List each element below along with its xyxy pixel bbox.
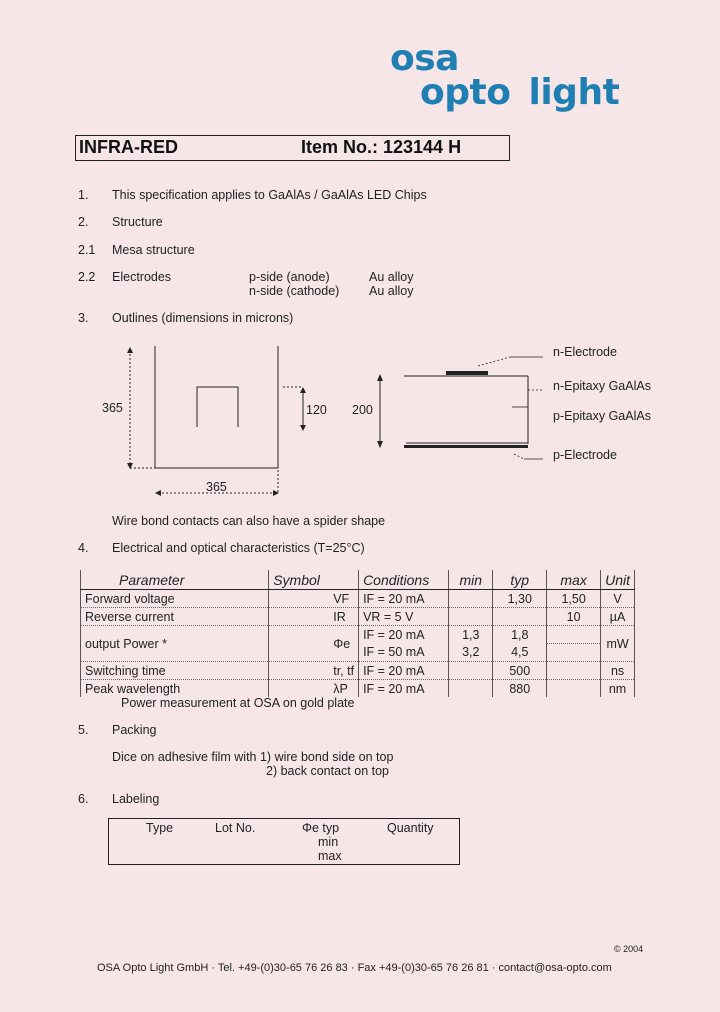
section-4-number: 4. xyxy=(78,541,89,555)
power-note: Power measurement at OSA on gold plate xyxy=(121,696,355,710)
p-epitaxy-label: p-Epitaxy GaAlAs xyxy=(553,409,651,423)
table-row: IF = 50 mA 3,2 4,5 xyxy=(81,644,635,662)
n-side-material: Au alloy xyxy=(369,284,414,298)
table-row: Peak wavelength λP IF = 20 mA 880 nm xyxy=(81,680,635,698)
table-row: Forward voltage VF IF = 20 mA 1,30 1,50 V xyxy=(81,590,635,608)
label-min: min xyxy=(318,835,339,849)
category-title: INFRA-RED xyxy=(79,137,178,157)
header-typ: typ xyxy=(493,570,547,590)
dim-height-text: 365 xyxy=(102,401,123,415)
section-2-2-text: Electrodes xyxy=(112,270,172,284)
header-min: min xyxy=(449,570,493,590)
section-6-number: 6. xyxy=(78,792,89,806)
label-max: max xyxy=(318,849,342,863)
table-header-row xyxy=(81,570,635,590)
section-4-text: Electrical and optical characteristics (T=25°C) xyxy=(112,541,365,555)
dim-pad-text: 120 xyxy=(306,403,327,417)
packing-line-1: Dice on adhesive film with 1) wire bond side on top xyxy=(112,750,394,764)
label-quantity: Quantity xyxy=(387,821,434,835)
logo-opto: opto xyxy=(420,72,511,113)
packing-line-2: 2) back contact on top xyxy=(266,764,389,778)
section-2-1-text: Mesa structure xyxy=(112,243,195,257)
logo-light: light xyxy=(528,72,620,113)
n-side-label: n-side (cathode) xyxy=(249,284,340,298)
label-phi-typ: Φe typ xyxy=(302,821,340,835)
p-side-label: p-side (anode) xyxy=(249,270,330,284)
section-5-text: Packing xyxy=(112,723,157,737)
table-row: Switching time tr, tf IF = 20 mA 500 ns xyxy=(81,662,635,680)
section-5-number: 5. xyxy=(78,723,89,737)
label-type: Type xyxy=(146,821,174,835)
section-2-number: 2. xyxy=(78,215,89,229)
n-electrode-shape xyxy=(446,371,488,375)
dim-width-text: 365 xyxy=(206,480,227,494)
header-max: max xyxy=(547,570,601,590)
header-conditions: Conditions xyxy=(359,570,449,590)
label-lot: Lot No. xyxy=(215,821,256,835)
chip-top-view-outline xyxy=(155,346,278,468)
characteristics-table xyxy=(80,570,635,697)
section-2-text: Structure xyxy=(112,215,163,229)
section-3-text: Outlines (dimensions in microns) xyxy=(112,311,294,325)
p-electrode-shape xyxy=(404,445,528,448)
section-2-2-number: 2.2 xyxy=(78,270,96,284)
dim-thickness-text: 200 xyxy=(352,403,373,417)
header-unit: Unit xyxy=(601,570,635,590)
section-3-number: 3. xyxy=(78,311,89,325)
section-1-number: 1. xyxy=(78,188,89,202)
footer-contact: OSA Opto Light GmbH · Tel. +49-(0)30-65 76 26 83 · Fax +49-(0)30-65 76 26 81 · contact@osa-opto.com xyxy=(97,962,612,974)
copyright: © 2004 xyxy=(614,944,644,954)
n-electrode-label: n-Electrode xyxy=(553,345,617,359)
section-6-text: Labeling xyxy=(112,792,160,806)
header-symbol: Symbol xyxy=(269,570,359,590)
p-side-material: Au alloy xyxy=(369,270,414,284)
table-row: output Power * Φe IF = 20 mA 1,3 1,8 mW xyxy=(81,626,635,644)
header-parameter: Parameter xyxy=(81,570,269,590)
arrow-up xyxy=(127,347,133,353)
wire-bond-note: Wire bond contacts can also have a spider shape xyxy=(112,514,386,528)
item-number: Item No.: 123144 H xyxy=(301,137,462,157)
logo-osa: osa xyxy=(390,38,459,79)
n-epitaxy-label: n-Epitaxy GaAlAs xyxy=(553,379,651,393)
p-electrode-label: p-Electrode xyxy=(553,448,617,462)
bond-pad-outline xyxy=(197,387,238,427)
section-2-1-number: 2.1 xyxy=(78,243,96,257)
table-row: Reverse current IR VR = 5 V 10 µA xyxy=(81,608,635,626)
section-1-text: This specification applies to GaAlAs / GaAlAs LED Chips xyxy=(112,188,427,202)
